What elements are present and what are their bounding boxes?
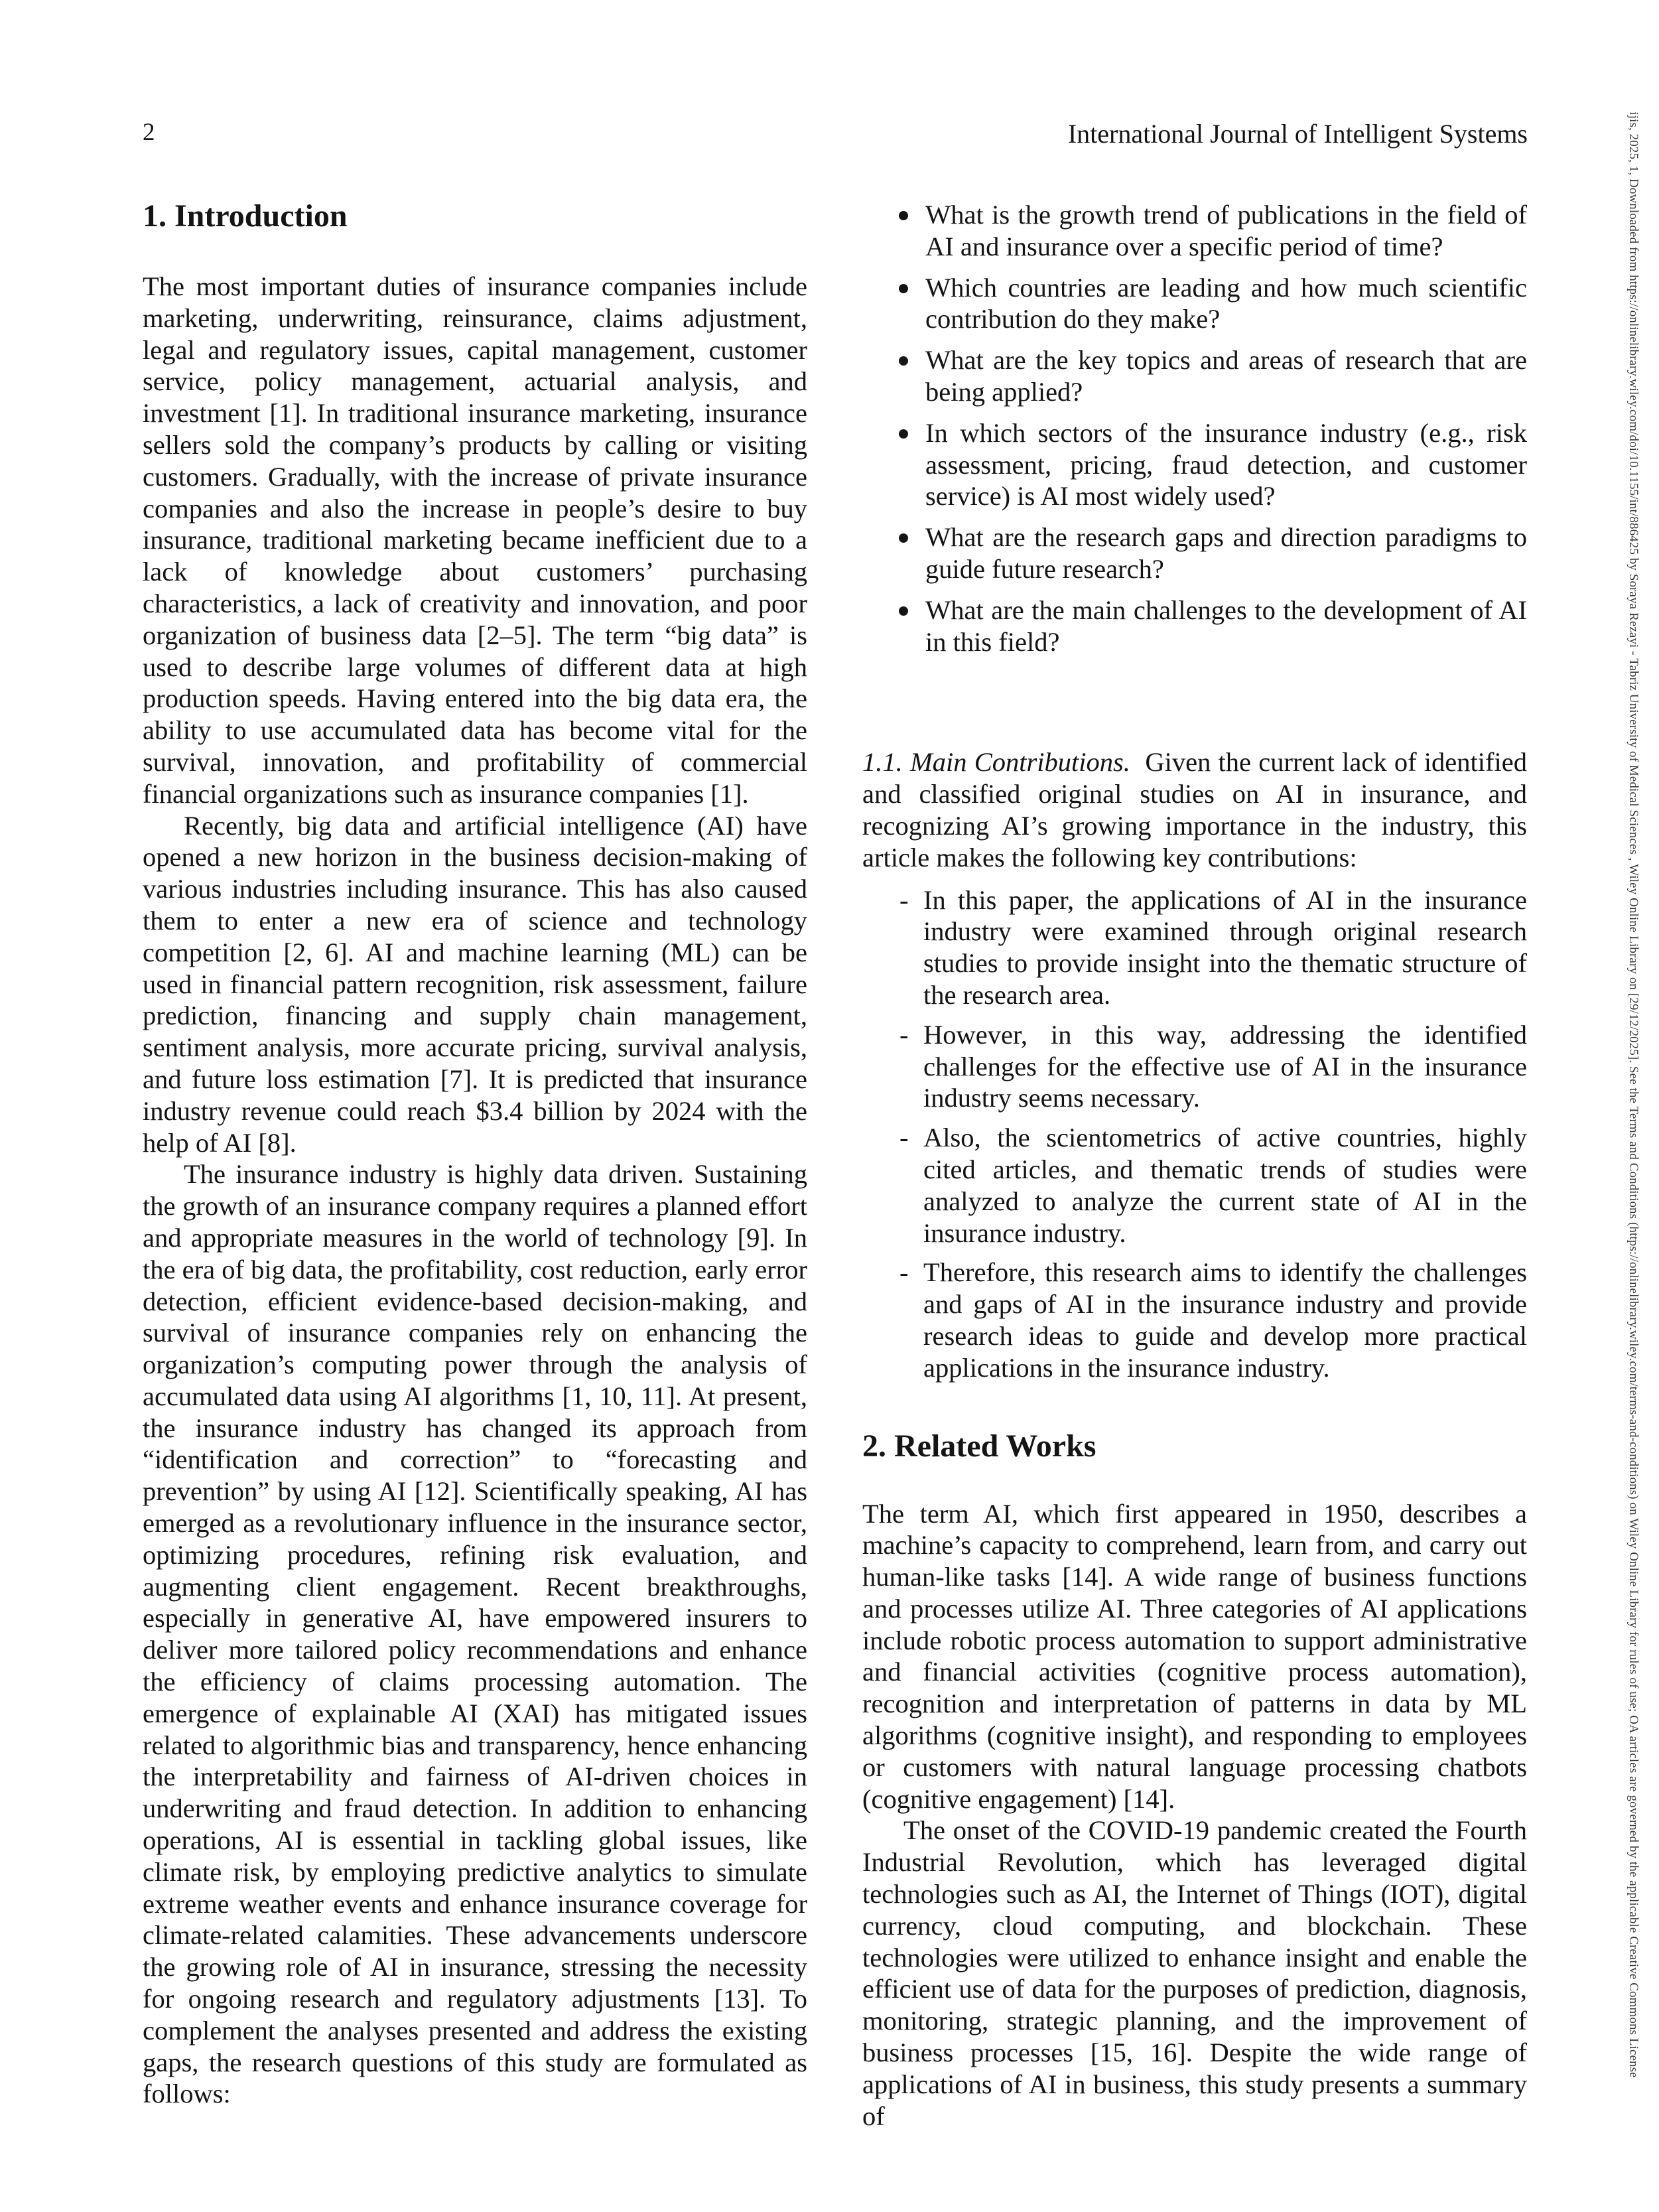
question-text: What are the research gaps and direction paradigms to guide future research? — [925, 522, 1527, 584]
list-item — [899, 1122, 1527, 1249]
bullet-icon — [899, 429, 908, 439]
introduction-heading: 1. Introduction — [143, 198, 348, 234]
list-item — [925, 521, 1527, 585]
related-works-heading: 2. Related Works — [862, 1428, 1096, 1464]
intro-paragraph-2: Recently, big data and artificial intelligence (AI) have opened a new horizon in the business decision-making of various industries including insurance. This has also caused them to enter a new era of science and technology competition [2, 6]. AI and machine learning (ML) can be used in financial pattern recognition, risk assessment, failure prediction, financing and supply chain management, sentiment analysis, more accurate pricing, survival analysis, and future loss estimation [7]. It is predicted that insurance industry revenue could reach $3.4 billion by 2024 with the help of AI [8]. — [143, 810, 807, 1158]
question-text: In which sectors of the insurance industry (e.g., risk assessment, pricing, fraud detection, and customer service) is AI most widely used? — [925, 417, 1527, 512]
left-column — [143, 198, 807, 2110]
question-text: What are the key topics and areas of research that are being applied? — [925, 345, 1527, 407]
research-questions-list — [862, 199, 1527, 657]
list-item — [925, 272, 1527, 336]
list-item — [899, 884, 1527, 1011]
contributions-paragraph — [862, 746, 1527, 873]
contributions-list — [862, 884, 1527, 1384]
dash-marker: - — [899, 884, 909, 915]
list-item — [925, 594, 1527, 658]
contribution-text: In this paper, the applications of AI in the insurance industry were examined through original research studies to provide insight into the thematic structure of the research area. — [923, 884, 1527, 1010]
right-column — [862, 199, 1527, 2132]
page-number: 2 — [143, 119, 155, 146]
contributions-subheading: 1.1. Main Contributions. — [862, 747, 1130, 778]
contribution-text: Therefore, this research aims to identify the challenges and gaps of AI in the insurance industry and provide research ideas to guide and develop more practical applications in the insurance industry. — [923, 1257, 1527, 1383]
list-item — [899, 1019, 1527, 1114]
bullet-icon — [899, 356, 908, 366]
journal-title: International Journal of Intelligent Systems — [1067, 119, 1528, 149]
question-text: What is the growth trend of publications in the field of AI and insurance over a specific period of time? — [925, 200, 1527, 261]
intro-paragraph-3: The insurance industry is highly data driven. Sustaining the growth of an insurance company requires a planned effort and appropriate measures in the world of technology [9]. In the era of big data, the profitability, cost reduction, early error detection, efficient evidence-based decision-making, and survival of insurance companies rely on enhancing the organization’s computing power through the analysis of accumulated data using AI algorithms [1, 10, 11]. At present, the insurance industry has changed its approach from “identification and correction” to “forecasting and prevention” by using AI [12]. Scientifically speaking, AI has emerged as a revolutionary influence in the insurance sector, optimizing procedures, refining risk evaluation, and augmenting client engagement. Recent breakthroughs, especially in generative AI, have empowered insurers to deliver more tailored policy recommendations and enhance the efficiency of claims processing automation. The emergence of explainable AI (XAI) has mitigated issues related to algorithmic bias and transparency, hence enhancing the interpretability and fairness of AI-driven choices in underwriting and fraud detection. In addition to enhancing operations, AI is essential in tackling global issues, like climate risk, by employing predictive analytics to simulate extreme weather events and enhance insurance coverage for climate-related calamities. These advancements underscore the growing role of AI in insurance, stressing the necessity for ongoing research and regulatory adjustments [13]. To complement the analyses presented and address the existing gaps, the research questions of this study are formulated as follows: — [143, 1159, 807, 2109]
related-paragraph-1: The term AI, which first appeared in 1950, describes a machine’s capacity to comprehend, learn from, and carry out human-like tasks [14]. A wide range of business functions and processes utilize AI. Three categories of AI applications include robotic process automation to support administrative and financial activities (cognitive process automation), recognition and interpretation of patterns in data by ML algorithms (cognitive insight), and responding to employees or customers with natural language processing chatbots (cognitive engagement) [14]. — [862, 1498, 1527, 1814]
question-text: What are the main challenges to the development of AI in this field? — [925, 594, 1527, 657]
bullet-icon — [899, 606, 908, 616]
bullet-icon — [899, 211, 908, 220]
contributions-lead: Given the current lack of identified and classified original studies on AI in insurance, and recognizing AI’s growing importance in the industry, this article makes the following key contributions: — [862, 747, 1528, 872]
bullet-icon — [899, 284, 908, 293]
list-item — [925, 199, 1527, 263]
list-item — [899, 1257, 1527, 1383]
bullet-icon — [899, 533, 908, 543]
dash-marker: - — [899, 1123, 909, 1153]
download-notice: ijis, 2025, 1, Downloaded from https://onlinelibrary.wiley.com/doi/10.1155/int/886425 by Soraya Rezayi - Tabriz University of Medical Sciences , Wiley Online Library on [29/12/2025]. See the Terms and Conditions (https://onlinelibrary.wiley.com/terms-and-conditions) on Wiley Online Library for rules of use; OA articles are governed by the applicable Creative Commons License — [1626, 111, 1640, 2078]
contribution-text: However, in this way, addressing the identified challenges for the effective use of AI in the insurance industry seems necessary. — [923, 1019, 1527, 1113]
intro-paragraph-1: The most important duties of insurance companies include marketing, underwriting, reinsurance, claims adjustment, legal and regulatory issues, capital management, customer service, policy management, actuarial analysis, and investment [1]. In traditional insurance marketing, insurance sellers sold the company’s products by calling or visiting customers. Gradually, with the increase of private insurance companies and also the increase in people’s desire to buy insurance, traditional marketing became inefficient due to a lack of knowledge about customers’ purchasing characteristics, a lack of creativity and innovation, and poor organization of business data [2–5]. The term “big data” is used to describe large volumes of different data at high production speeds. Having entered into the big data era, the ability to use accumulated data has become vital for the survival, innovation, and profitability of commercial financial organizations such as insurance companies [1]. — [143, 271, 807, 809]
dash-marker: - — [899, 1019, 909, 1050]
contribution-text: Also, the scientometrics of active countries, highly cited articles, and thematic trends of studies were analyzed to analyze the current state of AI in the insurance industry. — [923, 1123, 1527, 1248]
question-text: Which countries are leading and how much scientific contribution do they make? — [925, 272, 1527, 334]
dash-marker: - — [899, 1257, 909, 1288]
related-paragraph-2: The onset of the COVID-19 pandemic created the Fourth Industrial Revolution, which has leveraged digital technologies such as AI, the Internet of Things (IOT), digital currency, cloud computing, and blockchain. These technologies were utilized to enhance insight and enable the efficient use of data for the purposes of prediction, diagnosis, monitoring, strategic planning, and the improvement of business processes [15, 16]. Despite the wide range of applications of AI in business, this study presents a summary of — [862, 1815, 1527, 2131]
list-item — [925, 344, 1527, 408]
list-item — [925, 417, 1527, 512]
